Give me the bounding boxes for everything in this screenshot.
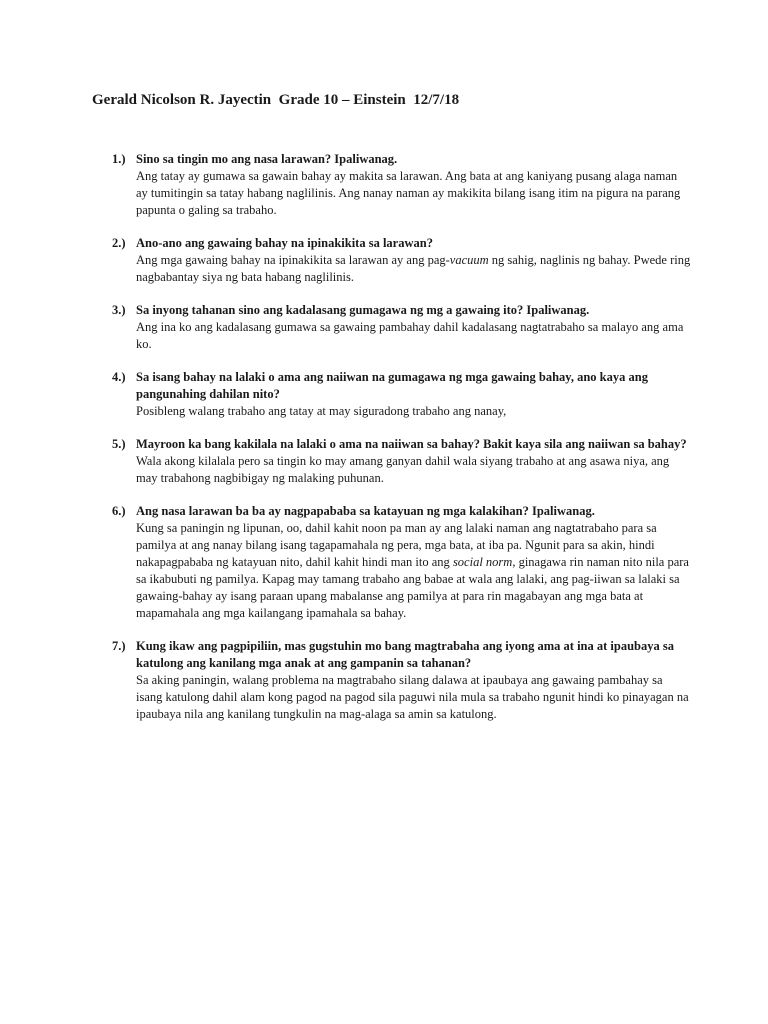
- question-number: 4.): [112, 370, 126, 384]
- question-number: 3.): [112, 303, 126, 317]
- answer-emphasis: social norm,: [452, 555, 516, 569]
- question-text: Sino sa tingin mo ang nasa larawan? Ipaliwanag.: [136, 152, 398, 166]
- question-item-4: [112, 369, 692, 420]
- question-item-6: [112, 503, 692, 622]
- answer-text: [136, 520, 692, 622]
- question-number: 5.): [112, 437, 126, 451]
- question-number: 7.): [112, 639, 126, 653]
- answer-part: ng sahig, naglinis ng bahay. Pwede ring nagbabantay siya ng bata habang naglilinis.: [136, 253, 691, 284]
- question-number: 6.): [112, 504, 126, 518]
- question-number: 1.): [112, 152, 126, 166]
- document-header: Gerald Nicolson R. Jayectin Grade 10 – Einstein 12/7/18: [92, 92, 460, 108]
- answer-part: Ang mga gawaing bahay na ipinakikita sa larawan ay ang pag-: [136, 253, 450, 267]
- question-text: Sa inyong tahanan sino ang kadalasang gumagawa ng mg a gawaing ito? Ipaliwanag.: [136, 303, 590, 317]
- answer-text: Ang tatay ay gumawa sa gawain bahay ay makita sa larawan. Ang bata at ang kaniyang pusang alaga naman ay tumitingin sa tatay habang naglilinis. Ang nanay naman ay makikita bilang isang itim na pigura na parang papunta o galing sa trabaho.: [136, 169, 681, 217]
- question-text: Kung ikaw ang pagpipiliin, mas gugstuhin mo bang magtrabaha ang iyong ama at ina at ipaubaya sa katulong ang kanilang mga anak at ang gampanin sa tahanan?: [136, 639, 674, 670]
- question-item-5: [112, 436, 692, 487]
- question-number: 2.): [112, 236, 126, 250]
- answer-part: ginagawa rin naman nito nila para sa ikabubuti ng pamilya. Kapag may tamang trabaho ang babae at wala ang lalaki, ang pag-iiwan sa lalaki sa gawaing-bahay ay isang paraan upang mabalanse ang pamilya at para rin magabayan ang mga bata at mapamahala ang mga kailangang ipamahala sa bahay.: [136, 555, 689, 620]
- answer-text: Sa aking paningin, walang problema na magtrabaho silang dalawa at ipaubaya ang gawaing pambahay sa isang katulong dahil alam kong pagod na pagod sila paguwi nila mula sa trabaho ngunit hindi ko pinayagan na ipaubaya nila ang kanilang tungkulin na mag-alaga sa amin sa katulong.: [136, 673, 689, 721]
- answer-part: Kung sa paningin ng lipunan, oo, dahil kahit noon pa man ay ang lalaki naman ang nagtatrabaho para sa pamilya at ang nanay bilang isang tagapamahala ng pera, mga bata, at iba pa. Ngunit para sa akin, hindi nakapagpababa ng katayuan nito, dahil kahit hindi man ito ang: [136, 521, 657, 569]
- answer-text: Posibleng walang trabaho ang tatay at may siguradong trabaho ang nanay,: [136, 404, 507, 418]
- question-text: Mayroon ka bang kakilala na lalaki o ama na naiiwan sa bahay? Bakit kaya sila ang naiiwan sa bahay?: [136, 437, 687, 451]
- answer-emphasis: vacuum: [449, 253, 489, 267]
- question-list: [112, 151, 692, 739]
- question-text: Ano-ano ang gawaing bahay na ipinakikita sa larawan?: [136, 236, 433, 250]
- answer-text: Ang ina ko ang kadalasang gumawa sa gawaing pambahay dahil kadalasang nagtatrabaho sa malayo ang ama ko.: [136, 320, 684, 351]
- question-item-1: [112, 151, 692, 219]
- answer-text: [136, 252, 692, 286]
- question-text: Sa isang bahay na lalaki o ama ang naiiwan na gumagawa ng mga gawaing bahay, ano kaya ang pangunahing dahilan nito?: [136, 370, 648, 401]
- question-text: Ang nasa larawan ba ba ay nagpapababa sa katayuan ng mga kalakihan? Ipaliwanag.: [136, 504, 595, 518]
- question-item-2: [112, 235, 692, 286]
- question-item-3: [112, 302, 692, 353]
- answer-text: Wala akong kilalala pero sa tingin ko may amang ganyan dahil wala siyang trabaho at ang asawa niya, ang may trabahong nagbibigay ng malaking puhunan.: [136, 454, 670, 485]
- question-item-7: [112, 638, 692, 723]
